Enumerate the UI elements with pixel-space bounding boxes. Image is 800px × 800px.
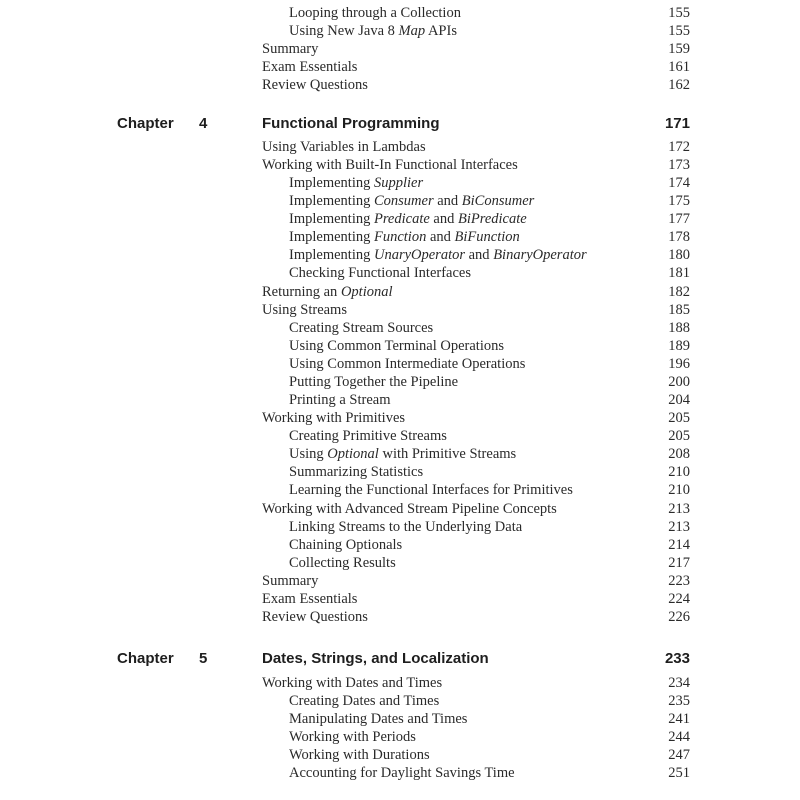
toc-entry-page-number: 175 bbox=[668, 193, 690, 209]
toc-entry bbox=[289, 463, 690, 481]
toc-entry bbox=[289, 355, 690, 373]
toc-entry bbox=[262, 608, 690, 626]
toc-entry-title bbox=[289, 264, 471, 282]
toc-entry-fragment: Collecting Results bbox=[289, 555, 396, 571]
toc-entry-title bbox=[262, 40, 318, 58]
toc-entry bbox=[289, 373, 690, 391]
toc-entry bbox=[262, 138, 690, 156]
toc-entry-page-number: 244 bbox=[668, 729, 690, 745]
toc-entry-fragment: Summary bbox=[262, 573, 319, 589]
toc-entry-page-number: 205 bbox=[668, 410, 690, 426]
toc-entry-page-number: 159 bbox=[668, 41, 690, 57]
toc-entry-fragment: Chaining Optionals bbox=[289, 537, 403, 553]
toc-entry-title bbox=[289, 355, 525, 373]
toc-entry bbox=[262, 40, 690, 58]
toc-entry-page-number: 213 bbox=[668, 519, 690, 535]
toc-entry bbox=[262, 301, 690, 319]
toc-entry bbox=[289, 319, 690, 337]
toc-entry-fragment: and bbox=[429, 211, 458, 227]
toc-entry-page-number: 155 bbox=[668, 5, 690, 21]
toc-entry-page-number: 162 bbox=[668, 77, 690, 93]
toc-entry bbox=[289, 192, 690, 210]
toc-entry-title bbox=[289, 22, 457, 40]
toc-entry-fragment: Implementing bbox=[289, 175, 374, 191]
toc-entry-page-number: 213 bbox=[668, 501, 690, 517]
toc-entry-page-number: 241 bbox=[668, 711, 690, 727]
toc-entry bbox=[262, 58, 690, 76]
toc-entry-title bbox=[289, 554, 396, 572]
toc-entry-page-number: 214 bbox=[668, 537, 690, 553]
toc-entry-title bbox=[289, 337, 504, 355]
toc-entry-fragment: with Primitive Streams bbox=[378, 446, 517, 462]
toc-entry-fragment: and bbox=[433, 193, 462, 209]
toc-entry-fragment: Learning the Functional Interfaces for Primitives bbox=[289, 482, 573, 498]
toc-entry bbox=[262, 674, 690, 692]
toc-entry-page-number: 235 bbox=[668, 693, 690, 709]
chapter-label: Chapter bbox=[117, 115, 174, 132]
chapter-number: 4 bbox=[199, 115, 208, 132]
toc-entry-fragment: Exam Essentials bbox=[262, 59, 358, 75]
toc-entry-fragment: Using Variables in Lambdas bbox=[262, 139, 426, 155]
toc-entry bbox=[289, 22, 690, 40]
toc-entry-italic-fragment: BinaryOperator bbox=[493, 247, 587, 263]
toc-entry-page-number: 205 bbox=[668, 428, 690, 444]
toc-entry-page-number: 210 bbox=[668, 482, 690, 498]
toc-entry-italic-fragment: BiConsumer bbox=[461, 193, 535, 209]
toc-entry-title bbox=[262, 76, 368, 94]
toc-entry-page-number: 188 bbox=[668, 320, 690, 336]
toc-entry-fragment: Returning an bbox=[262, 284, 341, 300]
toc-entry-page-number: 177 bbox=[668, 211, 690, 227]
toc-entry bbox=[262, 500, 690, 518]
toc-entry bbox=[289, 337, 690, 355]
toc-entry-page-number: 155 bbox=[668, 23, 690, 39]
toc-entry-title bbox=[262, 572, 318, 590]
toc-entry-title bbox=[262, 138, 426, 156]
toc-entry-fragment: Accounting for Daylight Savings Time bbox=[289, 765, 515, 781]
toc-entry-fragment: Working with Periods bbox=[289, 729, 416, 745]
toc-entry bbox=[289, 264, 690, 282]
toc-entry bbox=[262, 572, 690, 590]
toc-entry-page-number: 178 bbox=[668, 229, 690, 245]
toc-entry-title bbox=[289, 536, 402, 554]
toc-entry-page-number: 189 bbox=[668, 338, 690, 354]
toc-entry-title bbox=[262, 674, 442, 692]
toc-entry-title bbox=[289, 391, 391, 409]
toc-entry-page-number: 208 bbox=[668, 446, 690, 462]
toc-entry-fragment: Creating Primitive Streams bbox=[289, 428, 447, 444]
toc-entry-fragment: Using New Java 8 bbox=[289, 23, 399, 39]
toc-entry-title bbox=[289, 692, 439, 710]
chapter-title: Dates, Strings, and Localization bbox=[262, 650, 489, 667]
toc-entry-fragment: Checking Functional Interfaces bbox=[289, 265, 471, 281]
toc-entry bbox=[289, 174, 690, 192]
chapter-page-number: 233 bbox=[664, 650, 690, 667]
toc-entry-title bbox=[289, 518, 522, 536]
toc-entry-fragment: Working with Advanced Stream Pipeline Concepts bbox=[262, 501, 557, 517]
toc-entry-fragment: Working with Primitives bbox=[262, 410, 406, 426]
toc-entry-page-number: 174 bbox=[668, 175, 690, 191]
toc-entry-italic-fragment: Function bbox=[373, 229, 427, 245]
toc-entry-fragment: Putting Together the Pipeline bbox=[289, 374, 459, 390]
toc-entry bbox=[289, 228, 690, 246]
toc-entry bbox=[289, 427, 690, 445]
toc-entry-page-number: 251 bbox=[668, 765, 690, 781]
toc-entry-title bbox=[289, 373, 458, 391]
toc-entry-italic-fragment: BiFunction bbox=[454, 229, 520, 245]
toc-entry-page-number: 185 bbox=[668, 302, 690, 318]
chapter-heading bbox=[117, 114, 690, 134]
toc-entry-fragment: Exam Essentials bbox=[262, 591, 358, 607]
toc-entry bbox=[289, 764, 690, 782]
toc-entry-page-number: 180 bbox=[668, 247, 690, 263]
toc-entry-title bbox=[262, 301, 347, 319]
toc-entry-fragment: Review Questions bbox=[262, 77, 368, 93]
toc-entry-italic-fragment: Consumer bbox=[373, 193, 434, 209]
toc-entry bbox=[289, 746, 690, 764]
toc-entry-title bbox=[289, 246, 587, 264]
toc-entry bbox=[289, 710, 690, 728]
toc-entry-fragment: APIs bbox=[425, 23, 457, 39]
toc-entry-title bbox=[289, 4, 461, 22]
toc-entry-fragment: Implementing bbox=[289, 229, 374, 245]
toc-entry-fragment: Printing a Stream bbox=[289, 392, 391, 408]
toc-entry-page-number: 173 bbox=[668, 157, 690, 173]
toc-entry bbox=[289, 210, 690, 228]
toc-entry-title bbox=[262, 500, 557, 518]
toc-entry-page-number: 234 bbox=[668, 675, 690, 691]
toc-entry-fragment: Working with Built-In Functional Interfaces bbox=[262, 157, 518, 173]
toc-entry bbox=[289, 518, 690, 536]
toc-entry-page-number: 200 bbox=[668, 374, 690, 390]
toc-entry-fragment: and bbox=[426, 229, 455, 245]
toc-entry-title bbox=[289, 481, 573, 499]
toc-entry bbox=[289, 391, 690, 409]
chapter-heading bbox=[117, 649, 690, 669]
toc-entry-italic-fragment: Optional bbox=[327, 446, 379, 462]
toc-entry bbox=[289, 4, 690, 22]
toc-entry-fragment: Working with Dates and Times bbox=[262, 675, 443, 691]
toc-entry bbox=[289, 554, 690, 572]
toc-entry bbox=[289, 246, 690, 264]
toc-entry-title bbox=[262, 590, 357, 608]
toc-entry-page-number: 210 bbox=[668, 464, 690, 480]
toc-entry-title bbox=[289, 174, 423, 192]
chapter-page-number: 171 bbox=[664, 115, 690, 132]
toc-entry-fragment: Using Streams bbox=[262, 302, 347, 318]
toc-entry-page-number: 226 bbox=[668, 609, 690, 625]
toc-entry-title bbox=[262, 608, 368, 626]
toc-entry bbox=[262, 156, 690, 174]
toc-entry-fragment: Using Common Terminal Operations bbox=[289, 338, 504, 354]
toc-entry-title bbox=[289, 764, 515, 782]
toc-entry-title bbox=[289, 228, 520, 246]
toc-entry-title bbox=[289, 463, 423, 481]
toc-entry bbox=[289, 536, 690, 554]
toc-entry-title bbox=[289, 427, 447, 445]
toc-entry-italic-fragment: BiPredicate bbox=[457, 211, 527, 227]
chapter-number: 5 bbox=[199, 650, 208, 667]
toc-entry-title bbox=[289, 445, 516, 463]
toc-entry-italic-fragment: Supplier bbox=[373, 175, 424, 191]
toc-entry-fragment: Creating Stream Sources bbox=[289, 320, 434, 336]
toc-entry-page-number: 223 bbox=[668, 573, 690, 589]
toc-entry-fragment: Manipulating Dates and Times bbox=[289, 711, 468, 727]
toc-entry-fragment: and bbox=[465, 247, 494, 263]
toc-entry-title bbox=[289, 746, 430, 764]
toc-entry-page-number: 204 bbox=[668, 392, 690, 408]
toc-entry bbox=[289, 481, 690, 499]
toc-entry bbox=[289, 445, 690, 463]
toc-entry-page-number: 182 bbox=[668, 284, 690, 300]
toc-entry-italic-fragment: UnaryOperator bbox=[373, 247, 465, 263]
toc-entry bbox=[262, 409, 690, 427]
toc-entry-fragment: Using bbox=[289, 446, 328, 462]
toc-entry-italic-fragment: Predicate bbox=[373, 211, 430, 227]
toc-entry-page-number: 247 bbox=[668, 747, 690, 763]
toc-entry-italic-fragment: Optional bbox=[340, 284, 393, 300]
toc-entry-title bbox=[289, 728, 416, 746]
chapter-title: Functional Programming bbox=[262, 115, 440, 132]
toc-entry-fragment: Implementing bbox=[289, 211, 374, 227]
toc-entry bbox=[262, 76, 690, 94]
toc-entry-fragment: Summarizing Statistics bbox=[289, 464, 424, 480]
toc-entry-title bbox=[289, 192, 534, 210]
toc-entry-page-number: 161 bbox=[668, 59, 690, 75]
toc-entry-italic-fragment: Map bbox=[398, 23, 426, 39]
toc-entry-page-number: 172 bbox=[668, 139, 690, 155]
toc-entry-title bbox=[262, 156, 518, 174]
toc-entry-title bbox=[289, 319, 433, 337]
toc-entry-fragment: Using Common Intermediate Operations bbox=[289, 356, 526, 372]
toc-entry-fragment: Working with Durations bbox=[289, 747, 430, 763]
toc-entry-fragment: Looping through a Collection bbox=[289, 5, 461, 21]
toc-entry-title bbox=[262, 409, 405, 427]
toc-entry-fragment: Linking Streams to the Underlying Data bbox=[289, 519, 523, 535]
toc-entry-fragment: Creating Dates and Times bbox=[289, 693, 440, 709]
toc-entry-page-number: 224 bbox=[668, 591, 690, 607]
toc-entry-title bbox=[289, 710, 467, 728]
toc-entry-title bbox=[289, 210, 527, 228]
toc-entry bbox=[262, 590, 690, 608]
toc-entry-page-number: 181 bbox=[668, 265, 690, 281]
toc-entry-page-number: 217 bbox=[668, 555, 690, 571]
chapter-label: Chapter bbox=[117, 650, 174, 667]
toc-entry bbox=[289, 692, 690, 710]
toc-entry-title bbox=[262, 283, 393, 301]
toc-entry-page-number: 196 bbox=[668, 356, 690, 372]
toc-entry bbox=[262, 283, 690, 301]
toc-entry-fragment: Implementing bbox=[289, 247, 374, 263]
toc-entry-fragment: Summary bbox=[262, 41, 319, 57]
toc-entry-fragment: Review Questions bbox=[262, 609, 368, 625]
toc-entry bbox=[289, 728, 690, 746]
toc-entry-fragment: Implementing bbox=[289, 193, 374, 209]
toc-entry-title bbox=[262, 58, 357, 76]
